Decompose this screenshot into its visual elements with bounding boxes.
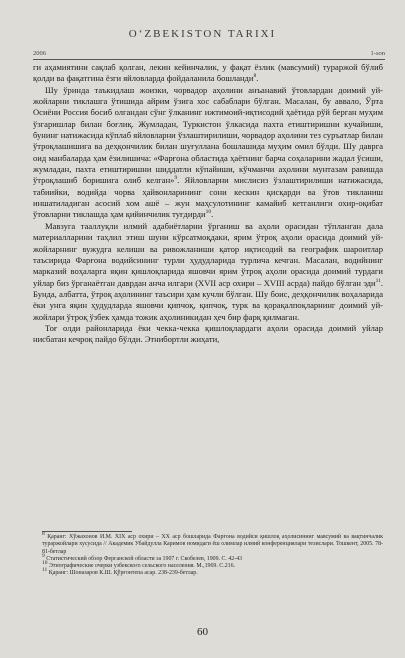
footnote: $^9$ Статистический обзор Ферганской области за 1907 г. Скобелев, 1909. С. 42-43 xyxy=(42,552,243,562)
footnote-ref: 9 xyxy=(174,175,178,182)
paragraph-continuation: ги аҳамиятини сақлаб қолган, лекин кейинчалик, у фақат ёзлик (мавсумий) тураржой бўлиб қолди ва фақатгина ёзги яйловларда фойдаланила бошланди$^8$. xyxy=(33,62,383,84)
footnote-ref: 11 xyxy=(375,277,381,284)
footnote: $^{10}$ Этнографические очерки узбекского сельского населения. М.,1969. С.216. xyxy=(42,560,236,570)
footnote-separator xyxy=(42,531,132,532)
paragraph: Тоғ олди районларида ёки чекка-чекка қишлоқлардаги аҳоли орасида доимий уйлар нисбатан кечроқ пайдо бўлди. Этнибортли жиҳати, xyxy=(33,322,383,345)
article-body xyxy=(33,62,383,346)
footnote: $^8$ Қаранг: Хўжахонов И.М. XIX аср охири – XX аср бошларида Фарғона водийси қишлоқ аҳолисининг мавсумий ва вақтинчалик тураржойлари хусусида // Академик Убайдулла Каримов номидаги ёш олимлар илмий конференциялари тезислари. Тошкент, 2005. 78-81-бетлар xyxy=(42,531,383,555)
footnote: $^{11}$ Қаранг: Шоназаров К.Ш. Қўрғонтепа асар. 238-239-бетлар. xyxy=(42,567,198,577)
paragraph: Мавзуга тааллуқли илмий адабиётларни ўрганиш ва аҳоли орасидан тўпланган дала материалларини таҳлил этиш шуни кўрсатмоқдаки, ярим ўтроқ аҳоли орасида доимий уй-жойларнинг вужудга келиши ва ривожланиши қатор иқтисодий ва географик шароитлар таъсирида Фарғона водийсининг турли ҳудудларида турлича кечган. Масалан, водийнинг марказий воҳаларга яқин қишлоқларида яшовчи ярим ўтроқ аҳоли орасида доимий турдаги уйлар биз ўрганаётган даврдан анча илгари (XVII аср охири – XVIII асрда) пайдо бўлган эди$^{11}$. Бунда, албатта, ўтроқ аҳолининг таъсири ҳам кучли бўлган. Шу боис, деҳқончилик воҳаларида ёки унга яқин ҳудудларда яшовчи қипчоқ, қипчоқ, турк ва қорақалпоқларнинг доимий уй-жойлари ўтроқ ўзбек ҳамда тожик аҳолиникидан ҳеч бир фарқ қилмаган. xyxy=(33,220,383,322)
footnotes xyxy=(42,531,383,578)
paragraph: Шу ўринда таъкидлаш жоизки, чорвадор аҳолини анъанавий ўтовлардан доимий уй-жойларни тиклашга ўтишида айрим ўзига хос сабаблари бўлган. Масалан, бу аввало, Ўрта Осиёни Россия босиб олгандан сўнг ўлканинг ижтимоий-иқтисодий ҳаётида рўй берган муҳим ўзгаришлар билан боғлиқ. Жумладан, Туркистон ўлкасида пахта етиштиришни кучайиши, бунинг натижасида кўплаб яйловларни ўзлаштирилиши, чорвадор аҳолини тез суръатлар билан ўтроқлашишига ва деҳқончилик билан шуғуллана бошлашида муҳим омил бўлди. Шу даврга оид манбаларда ҳам ёзилишича: «Фарғона областида ҳаётнинг барча соҳаларини жадал ўсиши, жумладан, пахта етиштиришни шиддатли кўпайиши, кўчманчи аҳолини мунтазам равишда ўтроқлашиб боришига олиб келган»$^9$. Яйловларни мислисиз ўзлаштирилиши натижасида, табиийки, водийда чорва ҳайвонларининг сони кескин қисқарди ва ўтов тикланиш иншатиладиган асосий хом ашё – жун маҳсулотининг камайиб кетганлиги охир-оқибат ўтовларни тиклашда ҳам қийинчилик туғдирди$^{10}$. xyxy=(33,84,383,220)
issue-number: 1-son xyxy=(370,50,385,57)
footnote-ref: 8 xyxy=(253,73,257,80)
footnote-ref: 10 xyxy=(205,209,212,216)
page-number: 60 xyxy=(197,626,208,638)
journal-title: O‘ZBEKISTON TARIXI xyxy=(128,28,277,40)
header-meta xyxy=(33,50,385,57)
issue-year: 2006 xyxy=(33,50,46,57)
header-rule xyxy=(33,59,385,60)
